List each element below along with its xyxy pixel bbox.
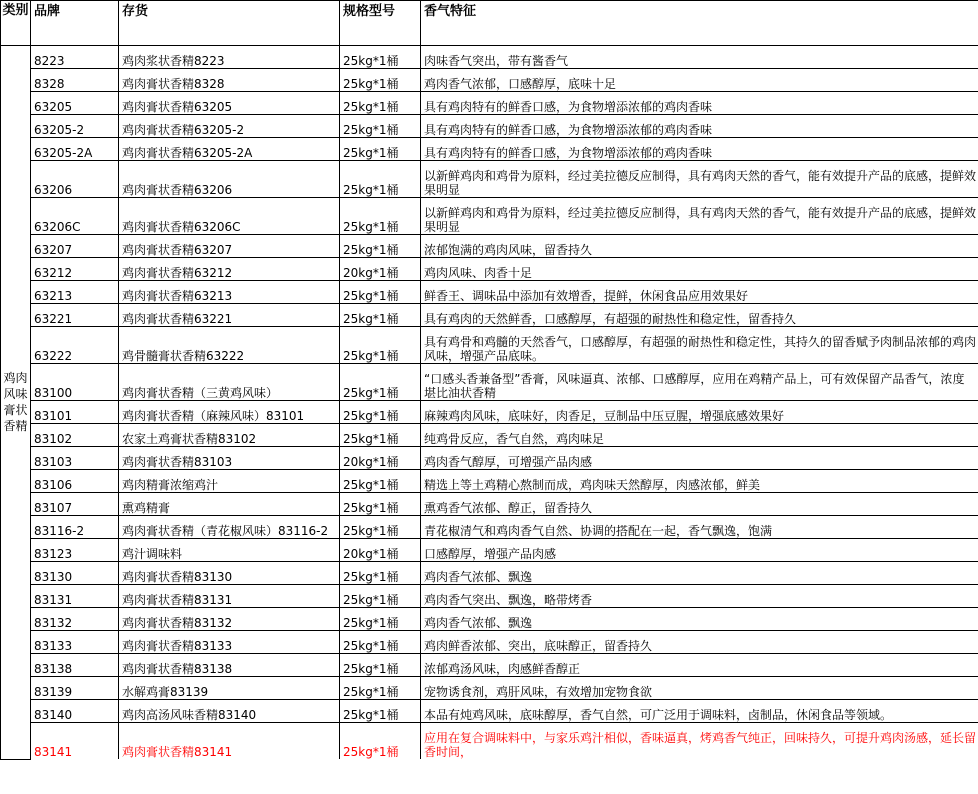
stock-cell: 鸡肉膏状香精83133 (119, 631, 340, 654)
brand-cell: 83141 (31, 723, 119, 760)
stock-cell: 鸡肉膏状香精63205-2A (119, 138, 340, 161)
spec-cell: 25kg*1桶 (340, 161, 421, 198)
table-row (1, 401, 978, 424)
spec-cell: 25kg*1桶 (340, 69, 421, 92)
spec-cell: 25kg*1桶 (340, 723, 421, 760)
stock-cell: 熏鸡精膏 (119, 493, 340, 516)
aroma-cell: 麻辣鸡肉风味，底味好，肉香足，豆制品中压豆腥，增强底感效果好 (421, 401, 978, 424)
stock-cell: 鸡汁调味料 (119, 539, 340, 562)
category-cell: 鸡肉风味膏状香精 (1, 46, 31, 760)
table-row (1, 198, 978, 235)
stock-cell: 鸡肉膏状香精63213 (119, 281, 340, 304)
brand-cell: 83103 (31, 447, 119, 470)
spec-cell: 25kg*1桶 (340, 493, 421, 516)
aroma-cell: 具有鸡肉特有的鲜香口感，为食物增添浓郁的鸡肉香味 (421, 115, 978, 138)
aroma-cell: 肉味香气突出，带有酱香气 (421, 46, 978, 69)
stock-cell: 鸡肉高汤风味香精83140 (119, 700, 340, 723)
stock-cell: 鸡肉膏状香精63212 (119, 258, 340, 281)
spec-cell: 25kg*1桶 (340, 631, 421, 654)
aroma-cell: 鸡肉香气浓郁，口感醇厚，底味十足 (421, 69, 978, 92)
brand-cell: 83132 (31, 608, 119, 631)
table-row (1, 235, 978, 258)
table-row (1, 281, 978, 304)
brand-cell: 8328 (31, 69, 119, 92)
brand-cell: 83133 (31, 631, 119, 654)
table-row (1, 364, 978, 401)
brand-cell: 63222 (31, 327, 119, 364)
brand-cell: 83100 (31, 364, 119, 401)
header-category: 类别 (1, 1, 31, 46)
spec-cell: 25kg*1桶 (340, 608, 421, 631)
table-row (1, 161, 978, 198)
spec-cell: 25kg*1桶 (340, 198, 421, 235)
brand-cell: 83130 (31, 562, 119, 585)
spec-cell: 25kg*1桶 (340, 562, 421, 585)
spec-cell: 25kg*1桶 (340, 677, 421, 700)
brand-cell: 83139 (31, 677, 119, 700)
table-row (1, 585, 978, 608)
table-row (1, 654, 978, 677)
spec-cell: 25kg*1桶 (340, 654, 421, 677)
aroma-cell: 以新鲜鸡肉和鸡骨为原料，经过美拉德反应制得，具有鸡肉天然的香气，能有效提升产品的底感，提鲜效果明显 (421, 198, 978, 235)
aroma-cell: 浓郁鸡汤风味，肉感鲜香醇正 (421, 654, 978, 677)
brand-cell: 83107 (31, 493, 119, 516)
header-aroma: 香气特征 (421, 1, 978, 46)
spec-cell: 25kg*1桶 (340, 115, 421, 138)
stock-cell: 农家土鸡膏状香精83102 (119, 424, 340, 447)
spec-cell: 20kg*1桶 (340, 447, 421, 470)
brand-cell: 8223 (31, 46, 119, 69)
aroma-cell: 精选上等土鸡精心熬制而成，鸡肉味天然醇厚，肉感浓郁，鲜美 (421, 470, 978, 493)
table-row (1, 92, 978, 115)
brand-cell: 83116-2 (31, 516, 119, 539)
brand-cell: 83131 (31, 585, 119, 608)
table-row (1, 327, 978, 364)
table-row (1, 138, 978, 161)
table-row (1, 447, 978, 470)
table-row (1, 304, 978, 327)
stock-cell: 鸡肉膏状香精8328 (119, 69, 340, 92)
spec-cell: 25kg*1桶 (340, 424, 421, 447)
aroma-cell: 鸡肉风味、肉香十足 (421, 258, 978, 281)
spec-cell: 25kg*1桶 (340, 585, 421, 608)
stock-cell: 鸡骨髓膏状香精63222 (119, 327, 340, 364)
spec-cell: 25kg*1桶 (340, 138, 421, 161)
brand-cell: 83106 (31, 470, 119, 493)
spec-cell: 25kg*1桶 (340, 516, 421, 539)
stock-cell: 鸡肉膏状香精83103 (119, 447, 340, 470)
stock-cell: 水解鸡膏83139 (119, 677, 340, 700)
spec-cell: 25kg*1桶 (340, 46, 421, 69)
spec-cell: 25kg*1桶 (340, 327, 421, 364)
brand-cell: 63213 (31, 281, 119, 304)
stock-cell: 鸡肉膏状香精（青花椒风味）83116-2 (119, 516, 340, 539)
aroma-cell: 应用在复合调味料中，与家乐鸡汁相似，香味逼真，烤鸡香气纯正，回味持久，可提升鸡肉汤感，延长留香时间， (421, 723, 978, 760)
spec-cell: 25kg*1桶 (340, 281, 421, 304)
stock-cell: 鸡肉精膏浓缩鸡汁 (119, 470, 340, 493)
table-body (1, 46, 978, 760)
stock-cell: 鸡肉膏状香精63207 (119, 235, 340, 258)
brand-cell: 63206C (31, 198, 119, 235)
table-row (1, 631, 978, 654)
table-row (1, 677, 978, 700)
brand-cell: 63205 (31, 92, 119, 115)
stock-cell: 鸡肉膏状香精83130 (119, 562, 340, 585)
spec-cell: 20kg*1桶 (340, 258, 421, 281)
spec-cell: 20kg*1桶 (340, 539, 421, 562)
aroma-cell: 青花椒清气和鸡肉香气自然、协调的搭配在一起，香气飘逸，饱满 (421, 516, 978, 539)
table-row (1, 700, 978, 723)
table-row (1, 723, 978, 760)
brand-cell: 83101 (31, 401, 119, 424)
spec-cell: 25kg*1桶 (340, 235, 421, 258)
spec-cell: 25kg*1桶 (340, 401, 421, 424)
header-row (1, 1, 978, 46)
aroma-cell: 口感醇厚，增强产品肉感 (421, 539, 978, 562)
stock-cell: 鸡肉浆状香精8223 (119, 46, 340, 69)
aroma-cell: 鸡肉香气突出、飘逸，略带烤香 (421, 585, 978, 608)
stock-cell: 鸡肉膏状香精83131 (119, 585, 340, 608)
aroma-cell: 鲜香王、调味品中添加有效增香，提鲜，休闲食品应用效果好 (421, 281, 978, 304)
header-spec: 规格型号 (340, 1, 421, 46)
brand-cell: 63205-2 (31, 115, 119, 138)
aroma-cell: 本品有炖鸡风味，底味醇厚，香气自然，可广泛用于调味料，卤制品，休闲食品等领域。 (421, 700, 978, 723)
table-row (1, 608, 978, 631)
aroma-cell: 纯鸡骨反应，香气自然，鸡肉味足 (421, 424, 978, 447)
stock-cell: 鸡肉膏状香精83141 (119, 723, 340, 760)
stock-cell: 鸡肉膏状香精（三黄鸡风味） (119, 364, 340, 401)
stock-cell: 鸡肉膏状香精63205 (119, 92, 340, 115)
table-row (1, 562, 978, 585)
spec-cell: 25kg*1桶 (340, 92, 421, 115)
stock-cell: 鸡肉膏状香精63206 (119, 161, 340, 198)
header-stock: 存货 (119, 1, 340, 46)
spec-cell: 25kg*1桶 (340, 700, 421, 723)
aroma-cell: “口感头香兼备型”香膏，风味逼真、浓郁、口感醇厚，应用在鸡精产品上，可有效保留产品香气，浓度堪比油状香精 (421, 364, 978, 401)
spec-cell: 25kg*1桶 (340, 364, 421, 401)
table-row (1, 69, 978, 92)
aroma-cell: 具有鸡骨和鸡髓的天然香气，口感醇厚，有超强的耐热性和稳定性，其持久的留香赋予肉制品浓郁的鸡肉风味，增强产品底味。 (421, 327, 978, 364)
spec-cell: 25kg*1桶 (340, 304, 421, 327)
brand-cell: 63212 (31, 258, 119, 281)
brand-cell: 63207 (31, 235, 119, 258)
table-row (1, 46, 978, 69)
aroma-cell: 宠物诱食剂，鸡肝风味，有效增加宠物食欲 (421, 677, 978, 700)
stock-cell: 鸡肉膏状香精63206C (119, 198, 340, 235)
spec-cell: 25kg*1桶 (340, 470, 421, 493)
aroma-cell: 鸡肉香气浓郁、飘逸 (421, 562, 978, 585)
aroma-cell: 鸡肉鲜香浓郁、突出，底味醇正，留香持久 (421, 631, 978, 654)
stock-cell: 鸡肉膏状香精（麻辣风味）83101 (119, 401, 340, 424)
table-row (1, 516, 978, 539)
brand-cell: 83102 (31, 424, 119, 447)
brand-cell: 63206 (31, 161, 119, 198)
table-row (1, 424, 978, 447)
table-row (1, 258, 978, 281)
aroma-cell: 以新鲜鸡肉和鸡骨为原料，经过美拉德反应制得，具有鸡肉天然的香气，能有效提升产品的底感，提鲜效果明显 (421, 161, 978, 198)
aroma-cell: 具有鸡肉特有的鲜香口感，为食物增添浓郁的鸡肉香味 (421, 138, 978, 161)
brand-cell: 63221 (31, 304, 119, 327)
aroma-cell: 具有鸡肉特有的鲜香口感，为食物增添浓郁的鸡肉香味 (421, 92, 978, 115)
aroma-cell: 浓郁饱满的鸡肉风味，留香持久 (421, 235, 978, 258)
stock-cell: 鸡肉膏状香精83132 (119, 608, 340, 631)
brand-cell: 63205-2A (31, 138, 119, 161)
header-brand: 品牌 (31, 1, 119, 46)
stock-cell: 鸡肉膏状香精63205-2 (119, 115, 340, 138)
aroma-cell: 熏鸡香气浓郁、醇正，留香持久 (421, 493, 978, 516)
aroma-cell: 具有鸡肉的天然鲜香，口感醇厚，有超强的耐热性和稳定性，留香持久 (421, 304, 978, 327)
brand-cell: 83140 (31, 700, 119, 723)
stock-cell: 鸡肉膏状香精63221 (119, 304, 340, 327)
brand-cell: 83123 (31, 539, 119, 562)
table-row (1, 470, 978, 493)
stock-cell: 鸡肉膏状香精83138 (119, 654, 340, 677)
table-row (1, 539, 978, 562)
table-row (1, 115, 978, 138)
brand-cell: 83138 (31, 654, 119, 677)
table-row (1, 493, 978, 516)
aroma-cell: 鸡肉香气浓郁、飘逸 (421, 608, 978, 631)
aroma-cell: 鸡肉香气醇厚，可增强产品肉感 (421, 447, 978, 470)
